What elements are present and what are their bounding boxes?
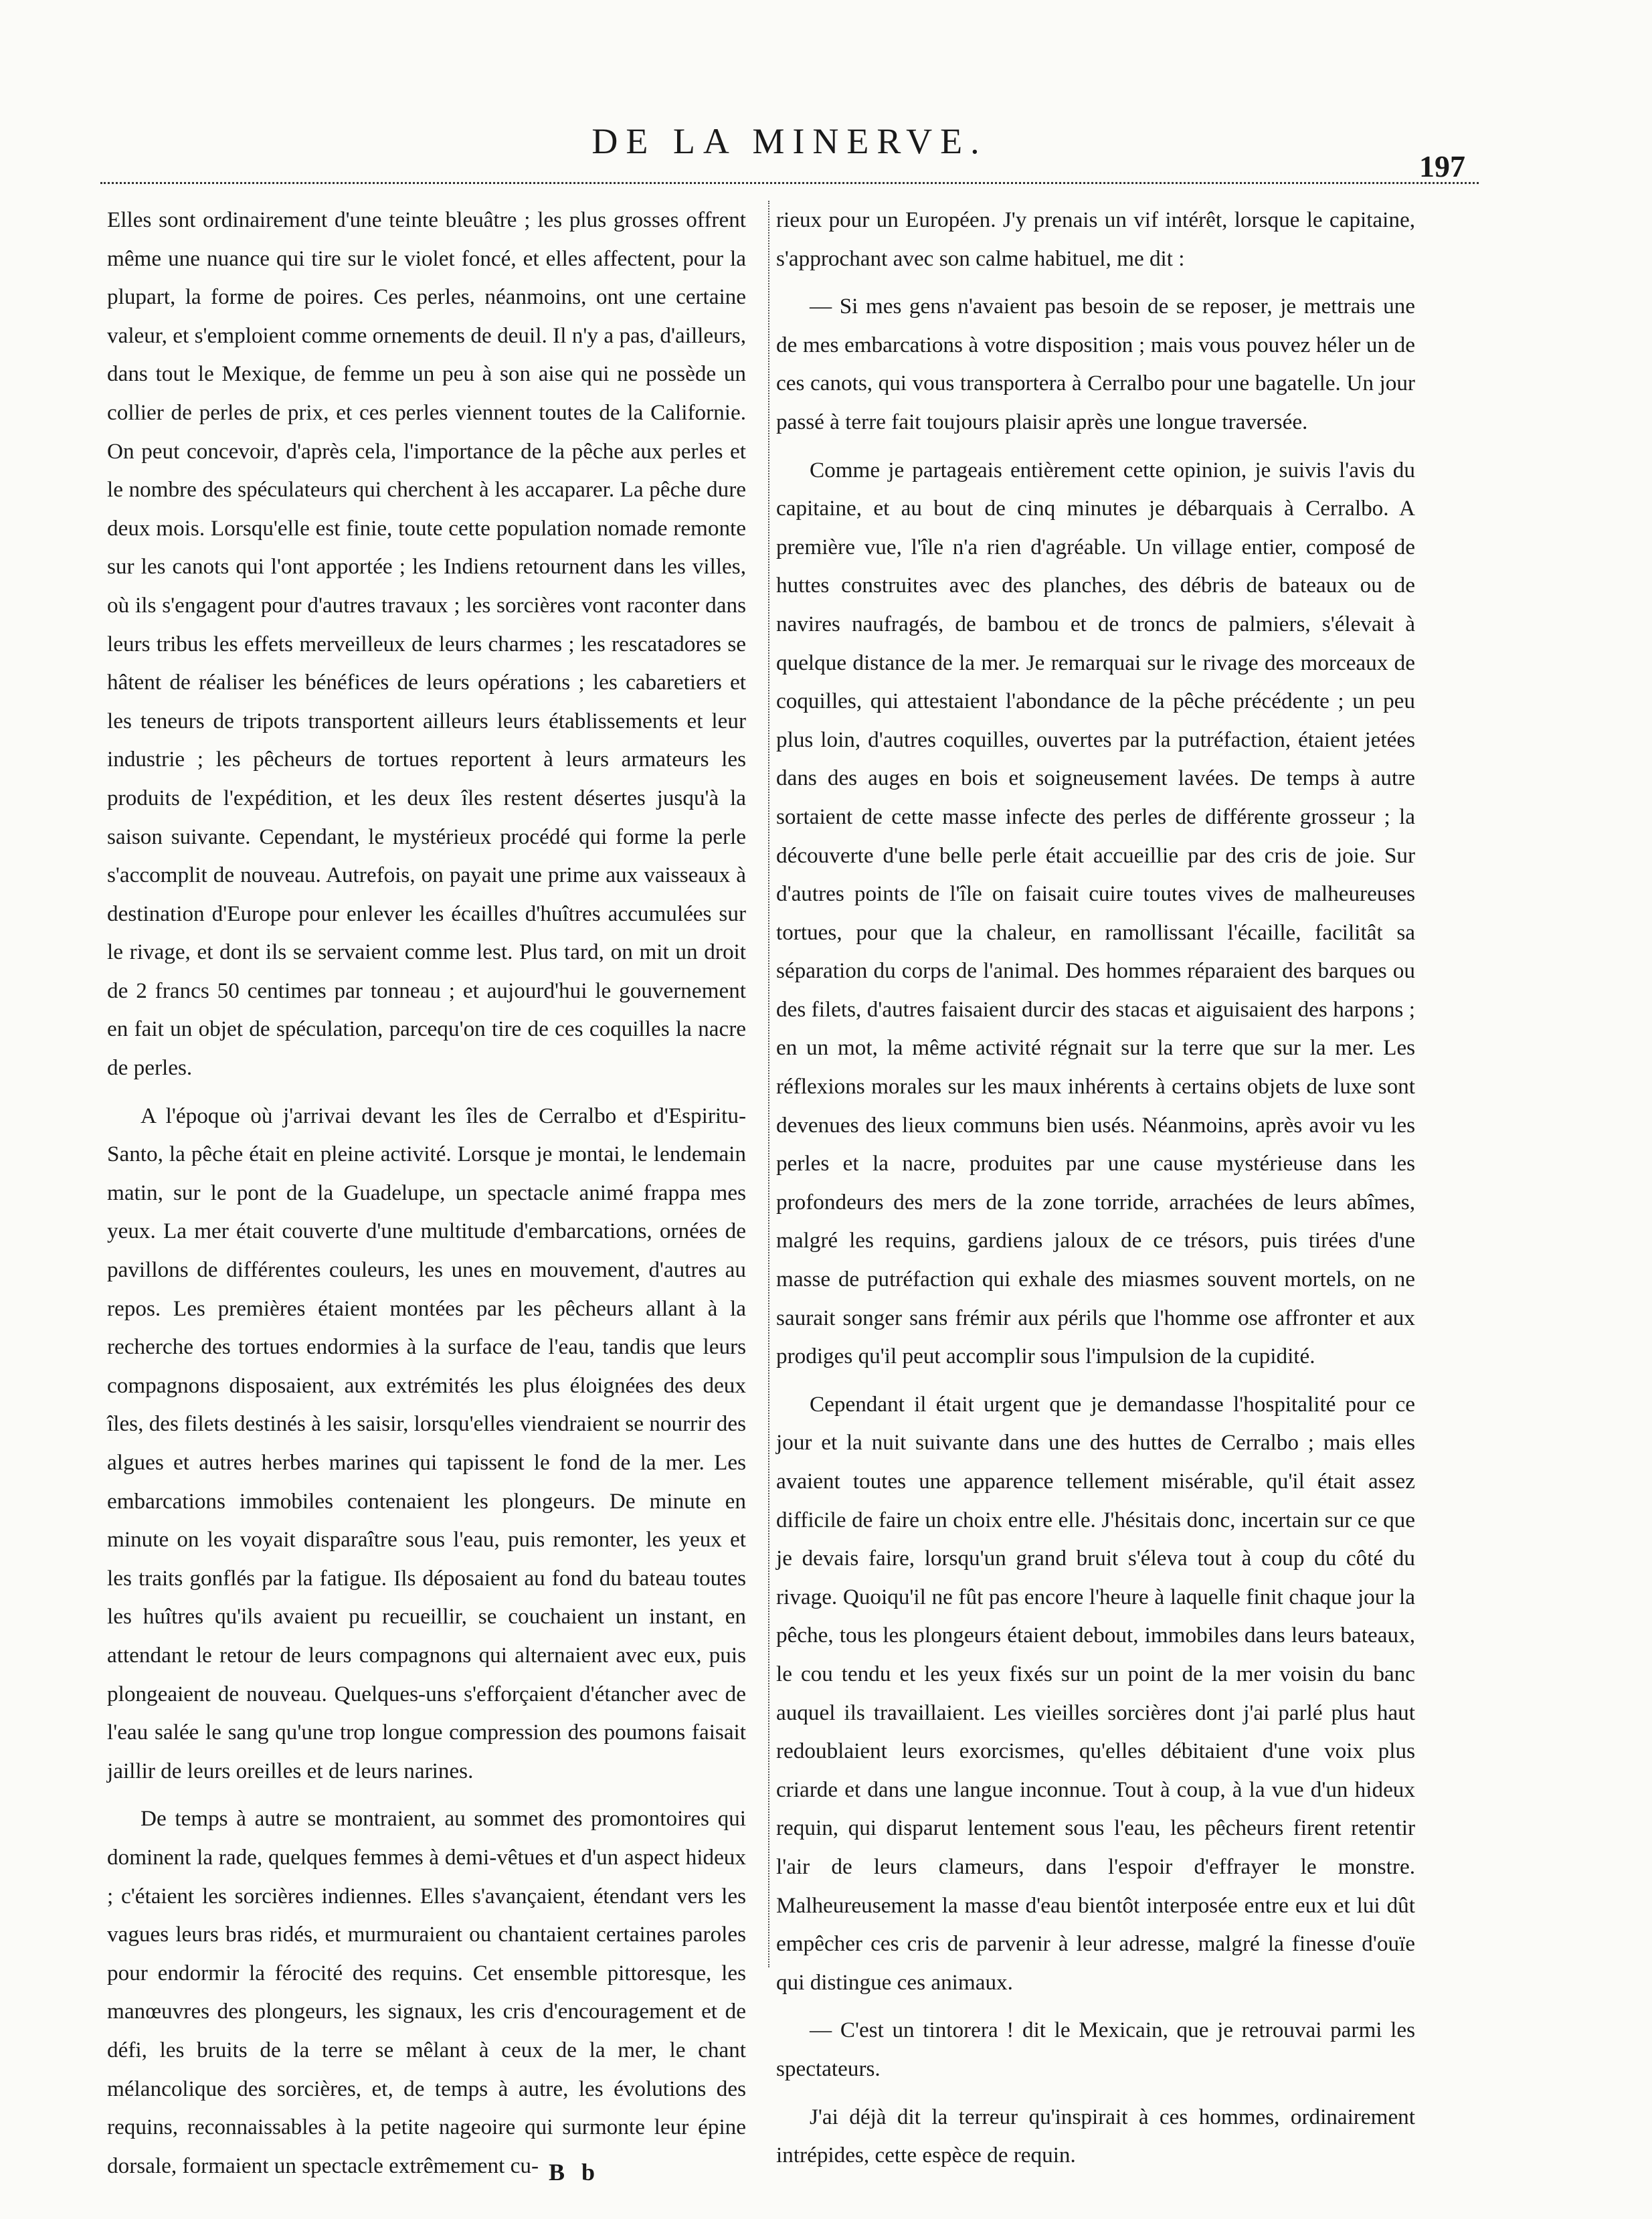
paragraph: Elles sont ordinairement d'une teinte bleuâtre ; les plus grosses offrent même une nuance qui tire sur le violet foncé, et elles affectent, pour la plupart, la forme de poires. Ces perles, néanmoins, ont une certaine valeur, et s'emploient comme ornements de deuil. Il n'y a pas, d'ailleurs, dans tout le Mexique, de femme un peu à son aise qui ne possède un collier de perles de prix, et ces perles viennent toutes de la Californie. On peut concevoir, d'après cela, l'importance de la pêche aux perles et le nombre des spéculateurs qui cherchent à les accaparer. La pêche dure deux mois. Lorsqu'elle est finie, toute cette population nomade remonte sur les canots qui l'ont apportée ; les Indiens retournent dans les villes, où ils s'engagent pour d'autres travaux ; les sorcières vont raconter dans leurs tribus les effets merveilleux de leurs charmes ; les rescatadores se hâtent de réaliser les bénéfices de leurs opérations ; les cabaretiers et les teneurs de tripots transportent ailleurs leurs établissements et leur industrie ; les pêcheurs de tortues reportent à leurs armateurs les produits de l'expédition, et les deux îles restent désertes jusqu'à la saison suivante. Cependant, le mystérieux procédé qui forme la perle s'accomplit de nouveau. Autrefois, on payait une prime aux vaisseaux à destination d'Europe pour enlever les écailles d'huîtres accumulées sur le rivage, et dont ils se servaient comme lest. Plus tard, on mit un droit de 2 francs 50 centimes par tonneau ; et aujourd'hui le gouvernement en fait un objet de spéculation, parcequ'on tire de ces coquilles la nacre de perles. — [107, 207, 746, 1081]
running-title: DE LA MINERVE. — [591, 121, 988, 161]
right-column — [776, 201, 1415, 2175]
column-divider — [768, 201, 769, 1967]
paragraph: — Si mes gens n'avaient pas besoin de se reposer, je mettrais une de mes embarcations à votre disposition ; mais vous pouvez héler un de ces canots, qui vous transportera à Cerralbo pour une bagatelle. Un jour passé à terre fait toujours plaisir après une longue traversée. — [776, 294, 1415, 434]
page-header — [100, 120, 1479, 181]
paragraph: Cependant il était urgent que je demandasse l'hospitalité pour ce jour et la nuit suivante dans une des huttes de Cerralbo ; mais elles avaient toutes une apparence tellement misérable, qu'il était assez difficile de faire un choix entre elle. J'hésitais donc, incertain sur ce que je devais faire, lorsqu'un grand bruit s'éleva tout à coup du côté du rivage. Quoiqu'il ne fût pas encore l'heure à laquelle finit chaque jour la pêche, tous les plongeurs étaient debout, immobiles dans leurs bateaux, le cou tendu et les yeux fixés sur un point de la mer voisin du banc auquel ils travaillaient. Les vieilles sorcières dont j'ai parlé plus haut redoublaient leurs exorcismes, qu'elles débitaient d'une voix plus criarde et dans une langue inconnue. Tout à coup, à la vue d'un hideux requin, qui disparut lentement sous l'eau, les pêcheurs firent retentir l'air de leurs clameurs, dans l'espoir d'effrayer le monstre. Malheureusement la masse d'eau bientôt interposée entre eux et lui dût empêcher ces cris de parvenir à leur adresse, malgré la finesse d'ouïe qui distingue ces animaux. — [776, 1391, 1415, 1995]
paragraph: — C'est un tintorera ! dit le Mexicain, que je retrouvai parmi les spectateurs. — [776, 2018, 1415, 2081]
paragraph: Comme je partageais entièrement cette opinion, je suivis l'avis du capitaine, et au bout de cinq minutes je débarquais à Cerralbo. A première vue, l'île n'a rien d'agréable. Un village entier, composé de huttes construites avec des planches, des débris de bateaux ou de navires naufragés, de bambou et de troncs de palmiers, s'élevait à quelque distance de la mer. Je remarquai sur le rivage des morceaux de coquilles, qui attestaient l'abondance de la pêche précédente ; un peu plus loin, d'autres coquilles, ouvertes par la putréfaction, étaient jetées dans des auges en bois et soigneusement lavées. De temps à autre sortaient de cette masse infecte des perles de différente grosseur ; la découverte d'une belle perle était accueillie par des cris de joie. Sur d'autres points de l'île on faisait cuire toutes vives de malheureuses tortues, pour que la chaleur, en ramollissant l'écaille, facilitât sa séparation du corps de l'animal. Des hommes réparaient des barques ou des filets, d'autres faisaient durcir des stacas et aiguisaient des harpons ; en un mot, la même activité régnait sur la terre que sur la mer. Les réflexions morales sur les maux inhérents à certains objets de luxe sont devenues des lieux communs bien usés. Néanmoins, après avoir vu les perles et la nacre, produites par une cause mystérieuse dans les profondeurs des mers de la zone torride, arrachées de leurs abîmes, malgré les requins, gardiens jaloux de ce trésors, puis tirées d'une masse de putréfaction qui exhale des miasmes souvent mortels, on ne saurait songer sans frémir aux périls que l'homme ose affronter et aux prodiges qu'il peut accomplir sous l'impulsion de la cupidité. — [776, 457, 1415, 1369]
paragraph: rieux pour un Européen. J'y prenais un vif intérêt, lorsque le capitaine, s'approchant avec son calme habituel, me dit : — [776, 207, 1415, 271]
paragraph: A l'époque où j'arrivai devant les îles de Cerralbo et d'Espiritu-Santo, la pêche était en pleine activité. Lorsque je montai, le lendemain matin, sur le pont de la Guadelupe, un spectacle animé frappa mes yeux. La mer était couverte d'une multitude d'embarcations, ornées de pavillons de différentes couleurs, les unes en mouvement, d'autres au repos. Les premières étaient montées par les pêcheurs allant à la recherche des tortues endormies à la surface de l'eau, tandis que leurs compagnons disposaient, aux extrémités les plus éloignées des deux îles, des filets destinés à les saisir, lorsqu'elles viendraient se nourrir des algues et autres herbes marines qui tapissent le fond de la mer. Les embarcations immobiles contenaient les plongeurs. De minute en minute on les voyait disparaître sous l'eau, puis remonter, les yeux et les traits gonflés par la fatigue. Ils déposaient au fond du bateau toutes les huîtres qu'ils avaient pu recueillir, se couchaient un instant, en attendant le retour de leurs compagnons qui alternaient avec eux, puis plongeaient de nouveau. Quelques-uns s'efforçaient d'étancher avec de l'eau salée le sang qu'une trop longue compression des poumons faisait jaillir de leurs oreilles et de leurs narines. — [107, 1103, 746, 1783]
header-rule — [100, 182, 1479, 184]
paragraph: De temps à autre se montraient, au sommet des promontoires qui dominent la rade, quelques femmes à demi-vêtues et d'un aspect hideux ; c'étaient les sorcières indiennes. Elles s'avançaient, étendant vers les vagues leurs bras ridés, et murmuraient ou chantaient certaines paroles pour endormir la férocité des requins. Cet ensemble pittoresque, les manœuvres des plongeurs, les signaux, les cris d'encouragement et de défi, les bruits de la terre se mêlant à ceux de la mer, le chant mélancolique des sorcières, et, de temps à autre, les évolutions des requins, reconnaissables à la petite nageoire qui surmonte leur épine dorsale, formaient un spectacle extrêmement cu- — [107, 1806, 746, 2178]
left-column — [107, 201, 746, 2185]
page-number: 197 — [1419, 149, 1465, 183]
signature-mark: B b — [549, 2159, 601, 2186]
paragraph: J'ai déjà dit la terreur qu'inspirait à ces hommes, ordinairement intrépides, cette espèce de requin. — [776, 2104, 1415, 2168]
